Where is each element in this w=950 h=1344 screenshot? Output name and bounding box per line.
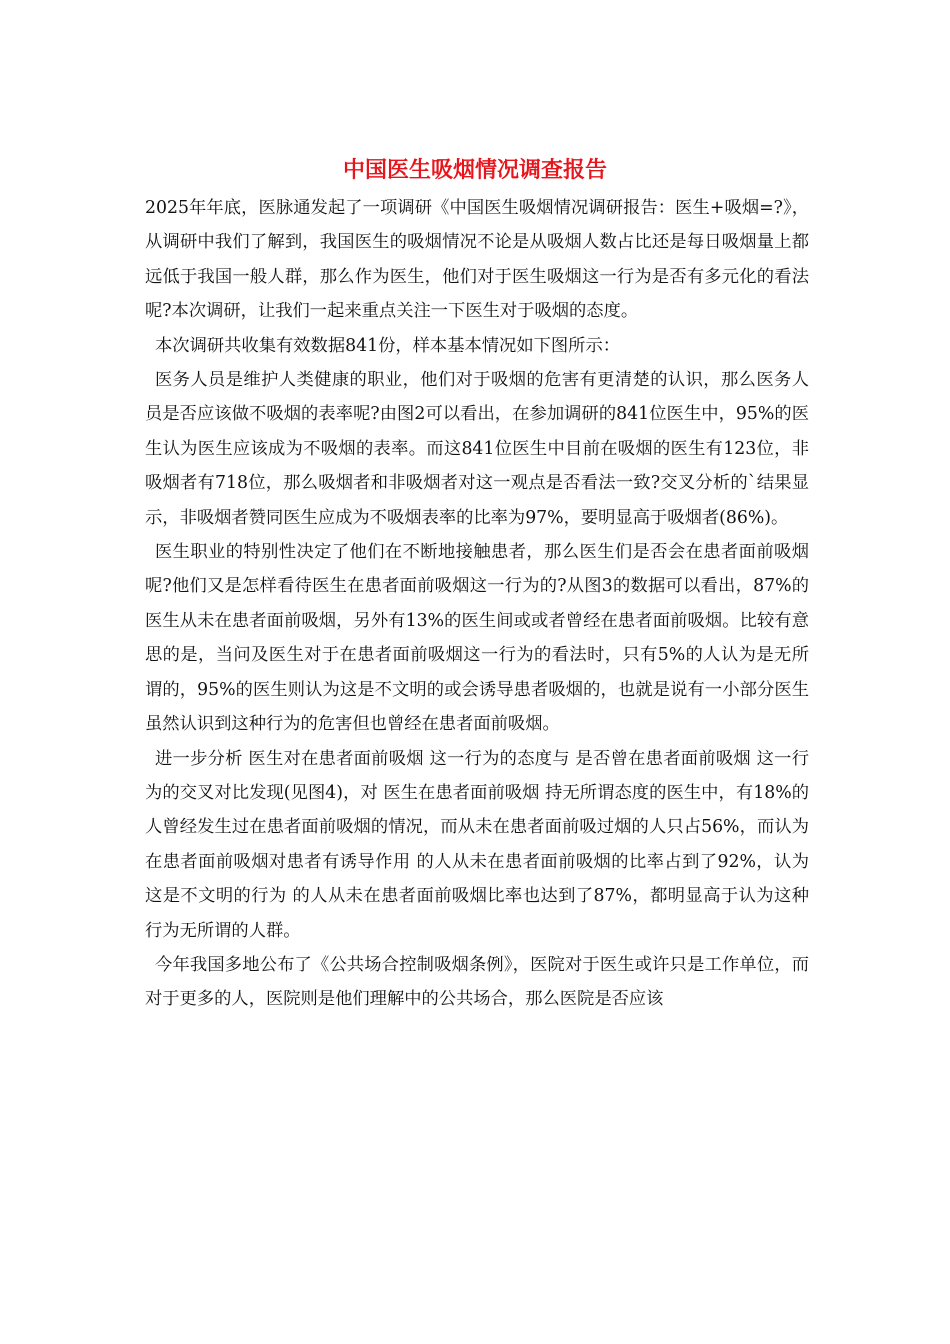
page-title: 中国医生吸烟情况调查报告 — [342, 157, 607, 183]
paragraph-role-model: 医务人员是维护人类健康的职业，他们对于吸烟的危害有更清楚的认识，那么医务人员是否应该做不吸烟的表率呢?由图2可以看出，在参加调研的841位医生中，95%的医生认为医生应该成为不吸烟的表率。而这841位医生中目前在吸烟的医生有123位，非吸烟者有718位，那么吸烟者和非吸烟者对这一观点是否看法一致?交叉分析的`结果显示，非吸烟者赞同医生应成为不吸烟表率的比率为97%，要明显高于吸烟者(86%)。 — [145, 370, 809, 528]
paragraph-public-places: 今年我国多地公布了《公共场合控制吸烟条例》，医院对于医生或许只是工作单位，而对于更多的人，医院则是他们理解中的公共场合，那么医院是否应该 — [145, 954, 809, 1010]
document-body — [145, 191, 809, 1017]
paragraph-patients: 医生职业的特别性决定了他们在不断地接触患者，那么医生们是否会在患者面前吸烟呢?他们又是怎样看待医生在患者面前吸烟这一行为的?从图3的数据可以看出，87%的医生从未在患者面前吸烟，另外有13%的医生间或或者曾经在患者面前吸烟。比较有意思的是，当问及医生对于在患者面前吸烟这一行为的看法时，只有5%的人认为是无所谓的，95%的医生则认为这是不文明的或会诱导患者吸烟的，也就是说有一小部分医生虽然认识到这种行为的危害但也曾经在患者面前吸烟。 — [145, 542, 809, 735]
paragraph-intro: 2025年年底，医脉通发起了一项调研《中国医生吸烟情况调研报告：医生+吸烟=?》，从调研中我们了解到，我国医生的吸烟情况不论是从吸烟人数占比还是每日吸烟量上都远低于我国一般人群，那么作为医生，他们对于医生吸烟这一行为是否有多元化的看法呢?本次调研，让我们一起来重点关注一下医生对于吸烟的态度。 — [145, 198, 809, 322]
paragraph-sample: 本次调研共收集有效数据841份，样本基本情况如下图所示： — [155, 335, 621, 356]
paragraph-cross-analysis: 进一步分析 医生对在患者面前吸烟 这一行为的态度与 是否曾在患者面前吸烟 这一行为的交叉对比发现(见图4)，对 医生在患者面前吸烟 持无所谓态度的医生中，有18%的人曾经发生过在患者面前吸烟的情况，而从未在患者面前吸过烟的人只占56%，而认为 在患者面前吸烟对患者有诱导作用 的人从未在患者面前吸烟的比率占到了92%，认为 这是不文明的行为 的人从未在患者面前吸烟比率也达到了87%，都明显高于认为这种行为无所谓的人群。 — [145, 748, 809, 941]
